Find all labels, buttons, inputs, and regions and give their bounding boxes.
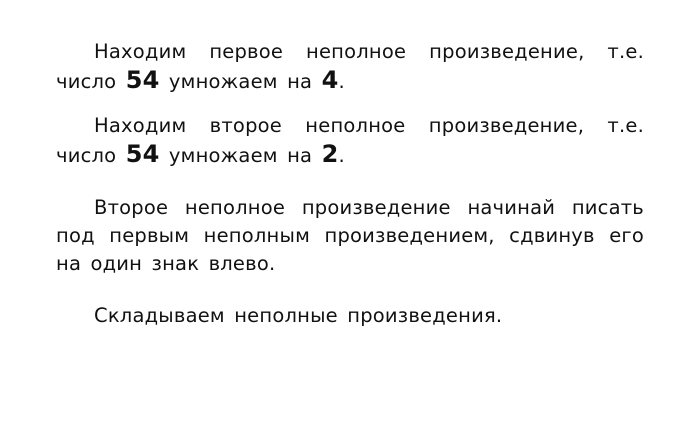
step-text: Находим первое неполное произведение, т.е. число bbox=[56, 40, 644, 93]
step-shift-instruction: Второе неполное произведение начинай писать под первым неполным произведением, сдвинув его на один знак влево. bbox=[56, 196, 644, 275]
step-punctuation: . bbox=[338, 144, 345, 167]
multiplicand-number: 54 bbox=[125, 66, 160, 94]
step-second-partial-product bbox=[56, 112, 644, 170]
step-add-partial-products: Складываем неполные произведения. bbox=[94, 304, 503, 327]
step-text: умножаем на bbox=[159, 144, 322, 167]
multiplier-digit: 4 bbox=[321, 66, 339, 94]
step-punctuation: . bbox=[338, 70, 345, 93]
multiplicand-number: 54 bbox=[125, 140, 160, 168]
step-text: умножаем на bbox=[159, 70, 322, 93]
instruction-text bbox=[56, 38, 644, 330]
multiplier-digit: 2 bbox=[321, 140, 339, 168]
step-first-partial-product bbox=[56, 38, 644, 96]
step-text: Находим второе неполное произведение, т.е. число bbox=[56, 114, 644, 167]
